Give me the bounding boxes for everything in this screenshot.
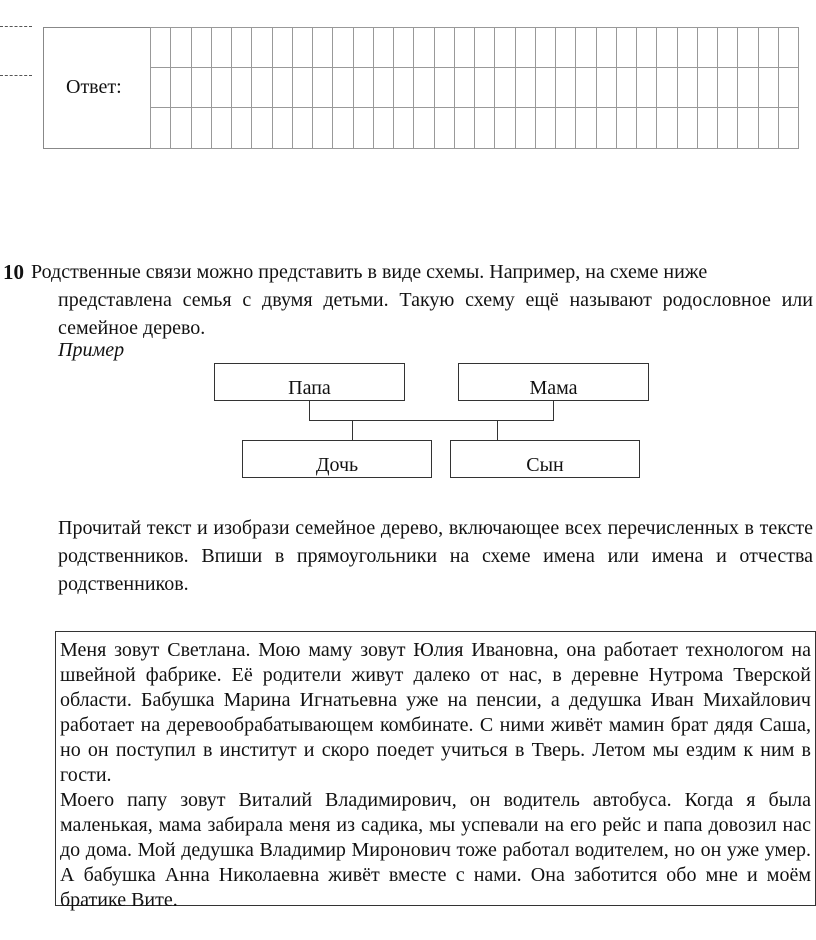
answer-cell[interactable] [779, 108, 799, 149]
answer-cell[interactable] [171, 108, 191, 149]
answer-cell[interactable] [779, 68, 799, 109]
answer-cell[interactable] [435, 27, 455, 68]
answer-cell[interactable] [495, 68, 515, 109]
answer-cell[interactable] [718, 27, 738, 68]
tree-connector-daughter [352, 420, 353, 440]
answer-cell[interactable] [698, 27, 718, 68]
answer-cell[interactable] [657, 108, 677, 149]
instruction-text: Прочитай текст и изобрази семейное дерево, включающее всех перечисленных в тексте родственников. Впиши в прямоугольники на схеме имена или имена и отчества родственников. [58, 517, 813, 595]
answer-cell[interactable] [212, 108, 232, 149]
answer-cell[interactable] [455, 27, 475, 68]
answer-cell[interactable] [414, 27, 434, 68]
answer-cell[interactable] [252, 108, 272, 149]
question-intro-line1: Родственные связи можно представить в виде схемы. Например, на схеме ниже [31, 261, 708, 283]
answer-cell[interactable] [455, 108, 475, 149]
answer-cell[interactable] [536, 27, 556, 68]
tree-box-daughter: Дочь [242, 440, 432, 478]
answer-cell[interactable] [151, 68, 171, 109]
answer-cell[interactable] [313, 108, 333, 149]
answer-cell[interactable] [678, 68, 698, 109]
question-intro [31, 258, 813, 342]
answer-cell[interactable] [718, 108, 738, 149]
answer-cell[interactable] [495, 108, 515, 149]
answer-cell[interactable] [556, 108, 576, 149]
tree-connector-horizontal [309, 420, 554, 421]
answer-cell[interactable] [435, 108, 455, 149]
answer-cell[interactable] [252, 27, 272, 68]
answer-cell[interactable] [617, 27, 637, 68]
example-label: Пример [58, 339, 125, 361]
answer-cell[interactable] [657, 27, 677, 68]
answer-cell[interactable] [394, 68, 414, 109]
tree-connector-mother [553, 400, 554, 420]
answer-cell[interactable] [212, 27, 232, 68]
answer-cell[interactable] [252, 68, 272, 109]
answer-cell[interactable] [597, 68, 617, 109]
answer-cell[interactable] [617, 108, 637, 149]
answer-cell[interactable] [293, 108, 313, 149]
answer-grid[interactable] [150, 27, 799, 149]
answer-cell[interactable] [374, 68, 394, 109]
answer-cell[interactable] [597, 27, 617, 68]
answer-cell[interactable] [678, 108, 698, 149]
answer-cell[interactable] [273, 68, 293, 109]
answer-cell[interactable] [333, 27, 353, 68]
answer-cell[interactable] [738, 27, 758, 68]
answer-cell[interactable] [414, 68, 434, 109]
answer-cell[interactable] [354, 27, 374, 68]
tree-box-son: Сын [450, 440, 640, 478]
answer-cell[interactable] [475, 68, 495, 109]
answer-cell[interactable] [698, 108, 718, 149]
answer-cell[interactable] [232, 27, 252, 68]
answer-cell[interactable] [617, 68, 637, 109]
answer-cell[interactable] [414, 108, 434, 149]
answer-cell[interactable] [273, 27, 293, 68]
answer-cell[interactable] [192, 108, 212, 149]
answer-cell[interactable] [738, 68, 758, 109]
answer-cell[interactable] [637, 68, 657, 109]
answer-cell[interactable] [536, 108, 556, 149]
question-intro-cont: представлена семья с двумя детьми. Такую схему ещё называют родословное или семейное дерево. [58, 289, 813, 339]
answer-cell[interactable] [232, 68, 252, 109]
cut-line-bottom [0, 75, 32, 76]
answer-cell[interactable] [759, 68, 779, 109]
answer-cell[interactable] [192, 68, 212, 109]
answer-cell[interactable] [151, 27, 171, 68]
answer-cell[interactable] [556, 68, 576, 109]
answer-cell[interactable] [374, 108, 394, 149]
answer-cell[interactable] [232, 108, 252, 149]
answer-cell[interactable] [394, 27, 414, 68]
question-number: 10 [3, 260, 24, 284]
tree-box-father: Папа [214, 363, 405, 401]
answer-cell[interactable] [212, 68, 232, 109]
story-paragraph-2: Моего папу зовут Виталий Владимирович, он водитель автобуса. Когда я была маленькая, мама забирала меня из садика, мы успевали на его рейс и папа довозил нас до дома. Мой дедушка Владимир Миронович тоже работал водителем, но он уже умер. А бабушка Анна Николаевна живёт вместе с нами. Она заботится обо мне и моём братике Вите. [60, 789, 811, 911]
tree-connector-father [309, 400, 310, 420]
answer-cell[interactable] [394, 108, 414, 149]
tree-box-mother: Мама [458, 363, 649, 401]
answer-cell[interactable] [556, 27, 576, 68]
answer-cell[interactable] [576, 68, 596, 109]
answer-cell[interactable] [576, 27, 596, 68]
story-paragraph-1: Меня зовут Светлана. Мою маму зовут Юлия Ивановна, она работает технологом на швейной фабрике. Её родители живут далеко от нас, в деревне Нутрома Тверской области. Бабушка Марина Игнатьевна уже на пенсии, а дедушка Иван Михайлович работает на деревообрабатывающем комбинате. С ними живёт мамин брат дядя Саша, но он поступил в институт и скоро поедет учиться в Тверь. Летом мы ездим к ним в гости. [60, 639, 811, 786]
story-box [55, 631, 816, 911]
answer-cell[interactable] [516, 108, 536, 149]
cut-line-top [0, 26, 32, 27]
answer-cell[interactable] [293, 68, 313, 109]
answer-cell[interactable] [313, 27, 333, 68]
answer-cell[interactable] [171, 27, 191, 68]
answer-cell[interactable] [333, 108, 353, 149]
answer-cell[interactable] [475, 27, 495, 68]
answer-cell[interactable] [779, 27, 799, 68]
answer-cell[interactable] [171, 68, 191, 109]
answer-cell[interactable] [374, 27, 394, 68]
answer-cell[interactable] [516, 27, 536, 68]
answer-label: Ответ: [66, 76, 122, 98]
answer-cell[interactable] [759, 108, 779, 149]
answer-cell[interactable] [637, 27, 657, 68]
answer-cell[interactable] [516, 68, 536, 109]
answer-cell[interactable] [313, 68, 333, 109]
answer-cell[interactable] [475, 108, 495, 149]
answer-cell[interactable] [273, 108, 293, 149]
answer-cell[interactable] [293, 27, 313, 68]
answer-cell[interactable] [759, 27, 779, 68]
answer-cell[interactable] [354, 108, 374, 149]
answer-cell[interactable] [354, 68, 374, 109]
answer-cell[interactable] [192, 27, 212, 68]
answer-cell[interactable] [576, 108, 596, 149]
answer-cell[interactable] [657, 68, 677, 109]
answer-cell[interactable] [495, 27, 515, 68]
answer-cell[interactable] [536, 68, 556, 109]
answer-cell[interactable] [738, 108, 758, 149]
answer-cell[interactable] [678, 27, 698, 68]
answer-cell[interactable] [435, 68, 455, 109]
tree-connector-son [497, 420, 498, 440]
answer-cell[interactable] [698, 68, 718, 109]
answer-cell[interactable] [718, 68, 738, 109]
answer-cell[interactable] [151, 108, 171, 149]
answer-cell[interactable] [333, 68, 353, 109]
answer-cell[interactable] [455, 68, 475, 109]
answer-cell[interactable] [637, 108, 657, 149]
answer-cell[interactable] [597, 108, 617, 149]
